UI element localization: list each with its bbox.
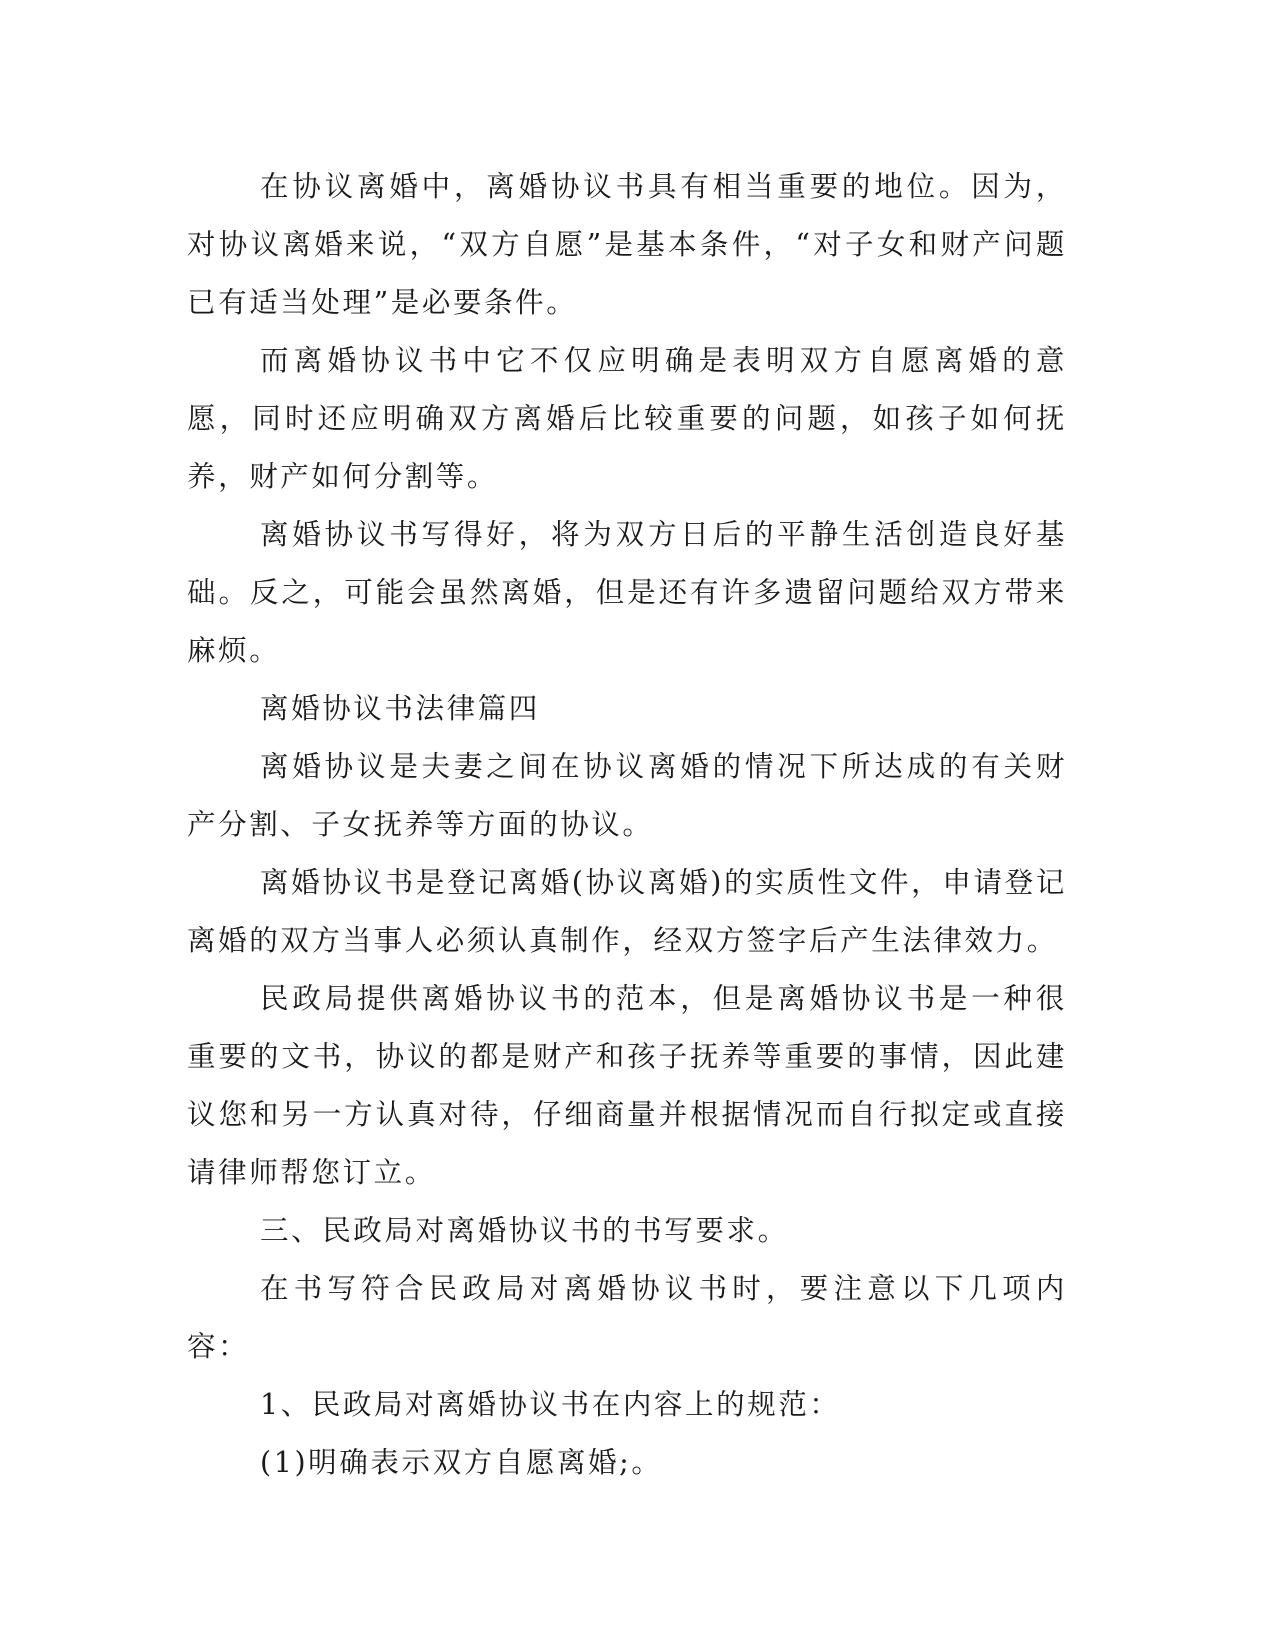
paragraph-2: 而离婚协议书中它不仅应明确是表明双方自愿离婚的意愿，同时还应明确双方离婚后比较重要的问题，如孩子如何抚养，财产如何分割等。 bbox=[187, 344, 1067, 493]
paragraph-6: 离婚协议书是登记离婚(协议离婚)的实质性文件，申请登记离婚的双方当事人必须认真制作，经双方签字后产生法律效力。 bbox=[187, 866, 1067, 957]
section-heading-writing-requirements: 三、民政局对离婚协议书的书写要求。 bbox=[260, 1214, 789, 1247]
paragraph-7: 民政局提供离婚协议书的范本，但是离婚协议书是一种很重要的文书，协议的都是财产和孩子抚养等重要的事情，因此建议您和另一方认真对待，仔细商量并根据情况而自行拟定或直接请律师帮您订立。 bbox=[187, 982, 1067, 1189]
paragraph-9: 在书写符合民政局对离婚协议书时，要注意以下几项内容： bbox=[187, 1272, 1067, 1363]
document-body bbox=[187, 158, 1067, 1492]
list-heading-content-norms: 1、民政局对离婚协议书在内容上的规范： bbox=[260, 1388, 841, 1421]
paragraph-1: 在协议离婚中，离婚协议书具有相当重要的地位。因为，对协议离婚来说，“双方自愿”是基本条件，“对子女和财产问题已有适当处理”是必要条件。 bbox=[187, 170, 1067, 319]
section-heading-part-four: 离婚协议书法律篇四 bbox=[260, 692, 540, 725]
list-item-1: (1)明确表示双方自愿离婚;。 bbox=[260, 1446, 663, 1479]
paragraph-3: 离婚协议书写得好，将为双方日后的平静生活创造良好基础。反之，可能会虽然离婚，但是还有许多遗留问题给双方带来麻烦。 bbox=[187, 518, 1067, 667]
paragraph-5: 离婚协议是夫妻之间在协议离婚的情况下所达成的有关财产分割、子女抚养等方面的协议。 bbox=[187, 750, 1067, 841]
